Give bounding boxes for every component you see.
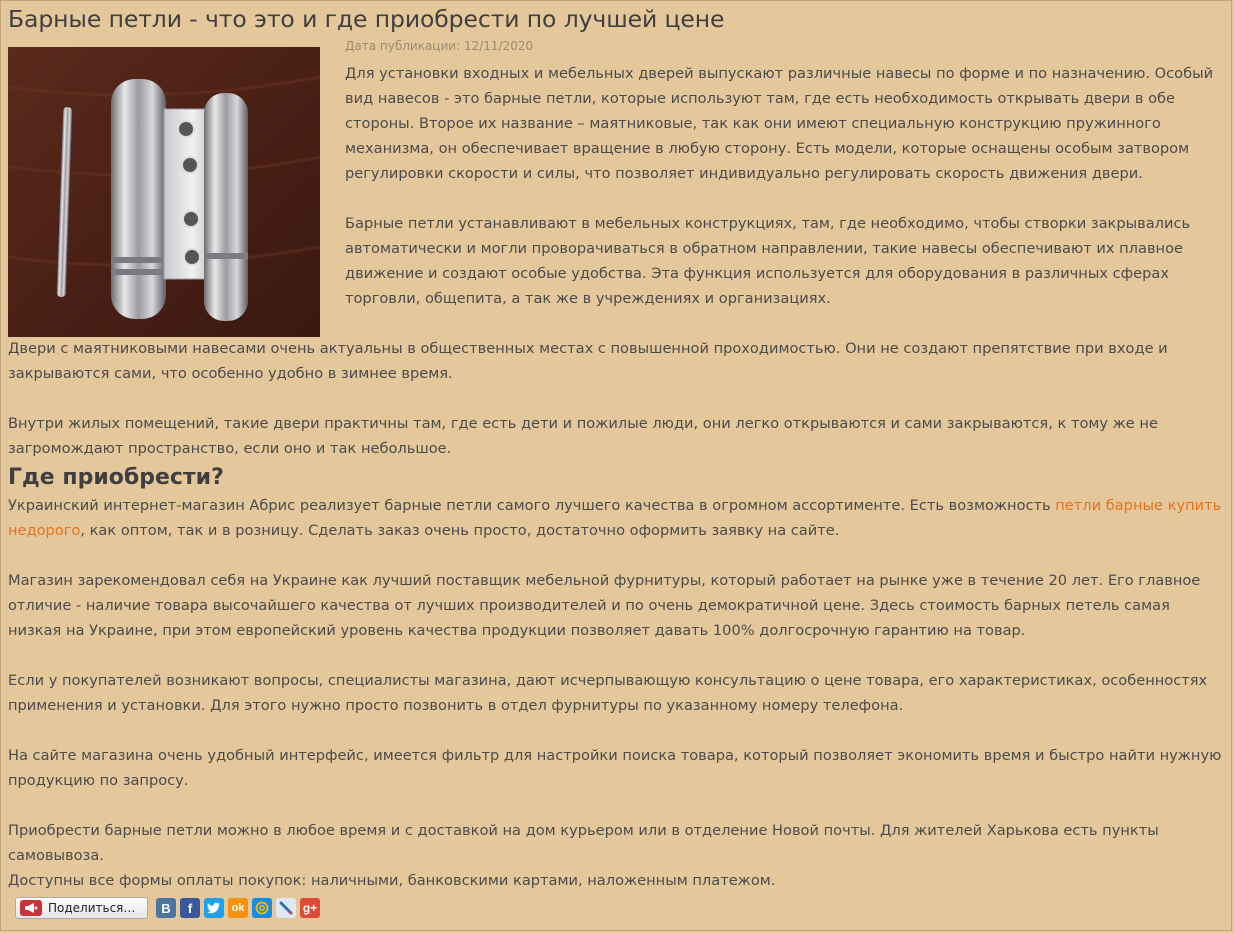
image-spacer [8, 61, 345, 336]
livejournal-icon[interactable] [276, 898, 296, 918]
google-plus-icon[interactable]: g+ [300, 898, 320, 918]
publication-date: Дата публикации: 12/11/2020 [345, 39, 534, 53]
paragraph-3: Двери с маятниковыми навесами очень актуальны в общественных местах с повышенной проходимостью. Они не создают препятствие при входе и закрываются сами, что особенно удобно в зимнее время. [8, 340, 1168, 382]
paragraph-5-text-after: , как оптом, так и в розницу. Сделать заказ очень просто, достаточно оформить заявку на сайте. [80, 522, 840, 539]
share-button-label: Поделиться… [48, 901, 136, 915]
paragraph-6: Магазин зарекомендовал себя на Украине как лучший поставщик мебельной фурнитуры, который работает на рынке уже в течение 20 лет. Его главное отличие - наличие товара высочайшего качества от лучших производителей и по очень демократичной цене. Здесь стоимость барных петель самая низкая на Украине, при этом европейский уровень качества продукции позволяет давать 100% долгосрочную гарантию на товар. [8, 572, 1201, 639]
paragraph-8: На сайте магазина очень удобный интерфейс, имеется фильтр для настройки поиска товара, который позволяет экономить время и быстро найти нужную продукцию по запросу. [8, 747, 1222, 789]
page-title: Барные петли - что это и где приобрести по лучшей цене [8, 5, 725, 33]
share-bar [15, 895, 320, 921]
vkontakte-icon[interactable]: B [156, 898, 176, 918]
megaphone-icon [20, 900, 42, 916]
article-body [8, 61, 1226, 893]
paragraph-5 [8, 493, 1226, 543]
paragraph-5-text-before: Украинский интернет-магазин Абрис реализует барные петли самого лучшего качества в огромном ассортименте. Есть возможность [8, 497, 1056, 514]
facebook-icon[interactable]: f [180, 898, 200, 918]
paragraph-7: Если у покупателей возникают вопросы, специалисты магазина, дают исчерпывающую консультацию о цене товара, его характеристиках, особенностях применения и установки. Для этого нужно просто позвонить в отдел фурнитуры по указанному номеру телефона. [8, 672, 1208, 714]
paragraph-4: Внутри жилых помещений, такие двери практичны там, где есть дети и пожилые люди, они легко открываются и сами закрываются, к тому же не загромождают пространство, если оно и так небольшое. [8, 415, 1158, 457]
section-heading: Где приобрести? [8, 465, 224, 490]
paragraph-10: Доступны все формы оплаты покупок: наличными, банковскими картами, наложенным платежом. [8, 872, 776, 889]
twitter-icon[interactable] [204, 898, 224, 918]
share-button[interactable] [15, 897, 148, 919]
paragraph-1: Для установки входных и мебельных дверей выпускают различные навесы по форме и по назначению. Особый вид навесов - это барные петли, которые используют там, где есть необходимость открывать двери в обе стороны. Второе их название – маятниковые, так как они имеют специальную конструкцию пружинного механизма, он обеспечивает вращение в любую сторону. Есть модели, которые оснащены особым затвором регулировки скорости и силы, что позволяет индивидуально регулировать скорость движения двери. [345, 65, 1214, 182]
buy-hinges-link[interactable]: петли барные купить недорого [8, 497, 1222, 539]
paragraph-9: Приобрести барные петли можно в любое время и с доставкой на дом курьером или в отделение Новой почты. Для жителей Харькова есть пункты самовывоза. [8, 822, 1159, 864]
paragraph-2: Барные петли устанавливают в мебельных конструкциях, там, где необходимо, чтобы створки закрывались автоматически и могли проворачиваться в обратном направлении, такие навесы обеспечивают их плавное движение и создают особые удобства. Эта функция используется для оборудования в различных сферах торговли, общепита, а так же в учреждениях и организациях. [345, 215, 1191, 307]
odnoklassniki-icon[interactable]: ok [228, 898, 248, 918]
mail-ru-icon[interactable] [252, 898, 272, 918]
